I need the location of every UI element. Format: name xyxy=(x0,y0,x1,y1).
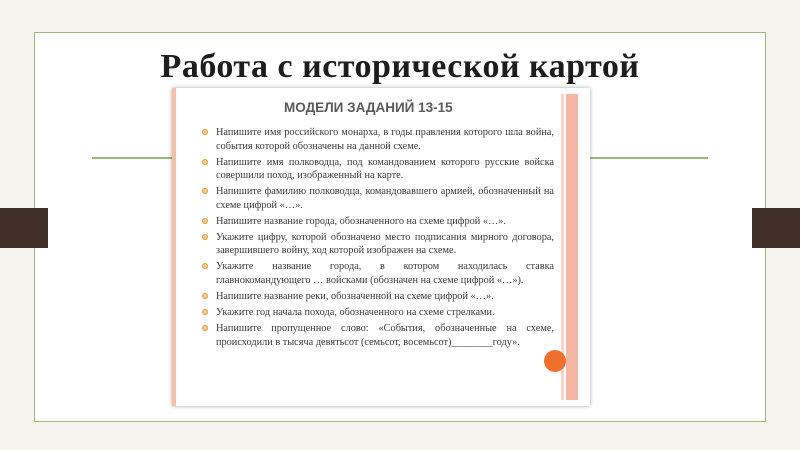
task-models-card xyxy=(172,88,590,406)
bullet-icon xyxy=(202,234,208,240)
task-text: Напишите пропущенное слово: «События, обозначенные на схеме, происходили в тысяча девятьсот (семьсот, восемьсот)________году». xyxy=(216,323,554,348)
bullet-icon xyxy=(202,129,208,135)
list-item xyxy=(202,156,554,183)
list-item xyxy=(202,290,554,304)
list-item xyxy=(202,231,554,258)
bullet-icon xyxy=(202,159,208,165)
bullet-icon xyxy=(202,263,208,269)
list-item xyxy=(202,322,554,349)
task-text: Укажите цифру, которой обозначено место подписания мирного договора, завершившего войну, ход которой изображен на схеме. xyxy=(216,231,554,257)
task-text: Напишите фамилию полководца, командовавшего армией, обозначенный на схеме цифрой «…». xyxy=(216,186,554,211)
accent-dot xyxy=(544,350,566,372)
list-item xyxy=(202,185,554,212)
list-item xyxy=(202,260,554,287)
card-heading: МОДЕЛИ ЗАДАНИЙ 13-15 xyxy=(284,100,453,115)
task-text: Укажите название города, в котором находилась ставка главнокомандующего … войсками (обозначен на схеме цифрой «…»). xyxy=(216,261,554,286)
bullet-icon xyxy=(202,188,208,194)
task-text: Напишите имя российского монарха, в годы правления которого шла война, события которой обозначены на данной схеме. xyxy=(216,127,554,152)
task-text: Напишите имя полководца, под командованием которого русские войска совершили поход, изображенный на карте. xyxy=(216,156,554,182)
list-item xyxy=(202,306,554,320)
list-item xyxy=(202,126,554,153)
left-rule xyxy=(92,157,176,159)
task-text: Напишите название города, обозначенного на схеме цифрой «…». xyxy=(216,215,506,227)
bullet-icon xyxy=(202,293,208,299)
right-rule xyxy=(588,157,708,159)
slide-title: Работа с исторической картой xyxy=(160,48,640,85)
bullet-icon xyxy=(202,309,208,315)
task-text: Напишите название реки, обозначенной на схеме цифрой «…». xyxy=(216,291,494,303)
card-left-border xyxy=(172,88,176,406)
list-item xyxy=(202,215,554,229)
task-list xyxy=(202,126,554,352)
left-tab-decoration xyxy=(0,208,48,248)
bullet-icon xyxy=(202,325,208,331)
card-right-strip xyxy=(566,94,578,400)
right-tab-decoration xyxy=(752,208,800,248)
task-text: Укажите год начала похода, обозначенного на схеме стрелками. xyxy=(216,307,495,319)
bullet-icon xyxy=(202,218,208,224)
